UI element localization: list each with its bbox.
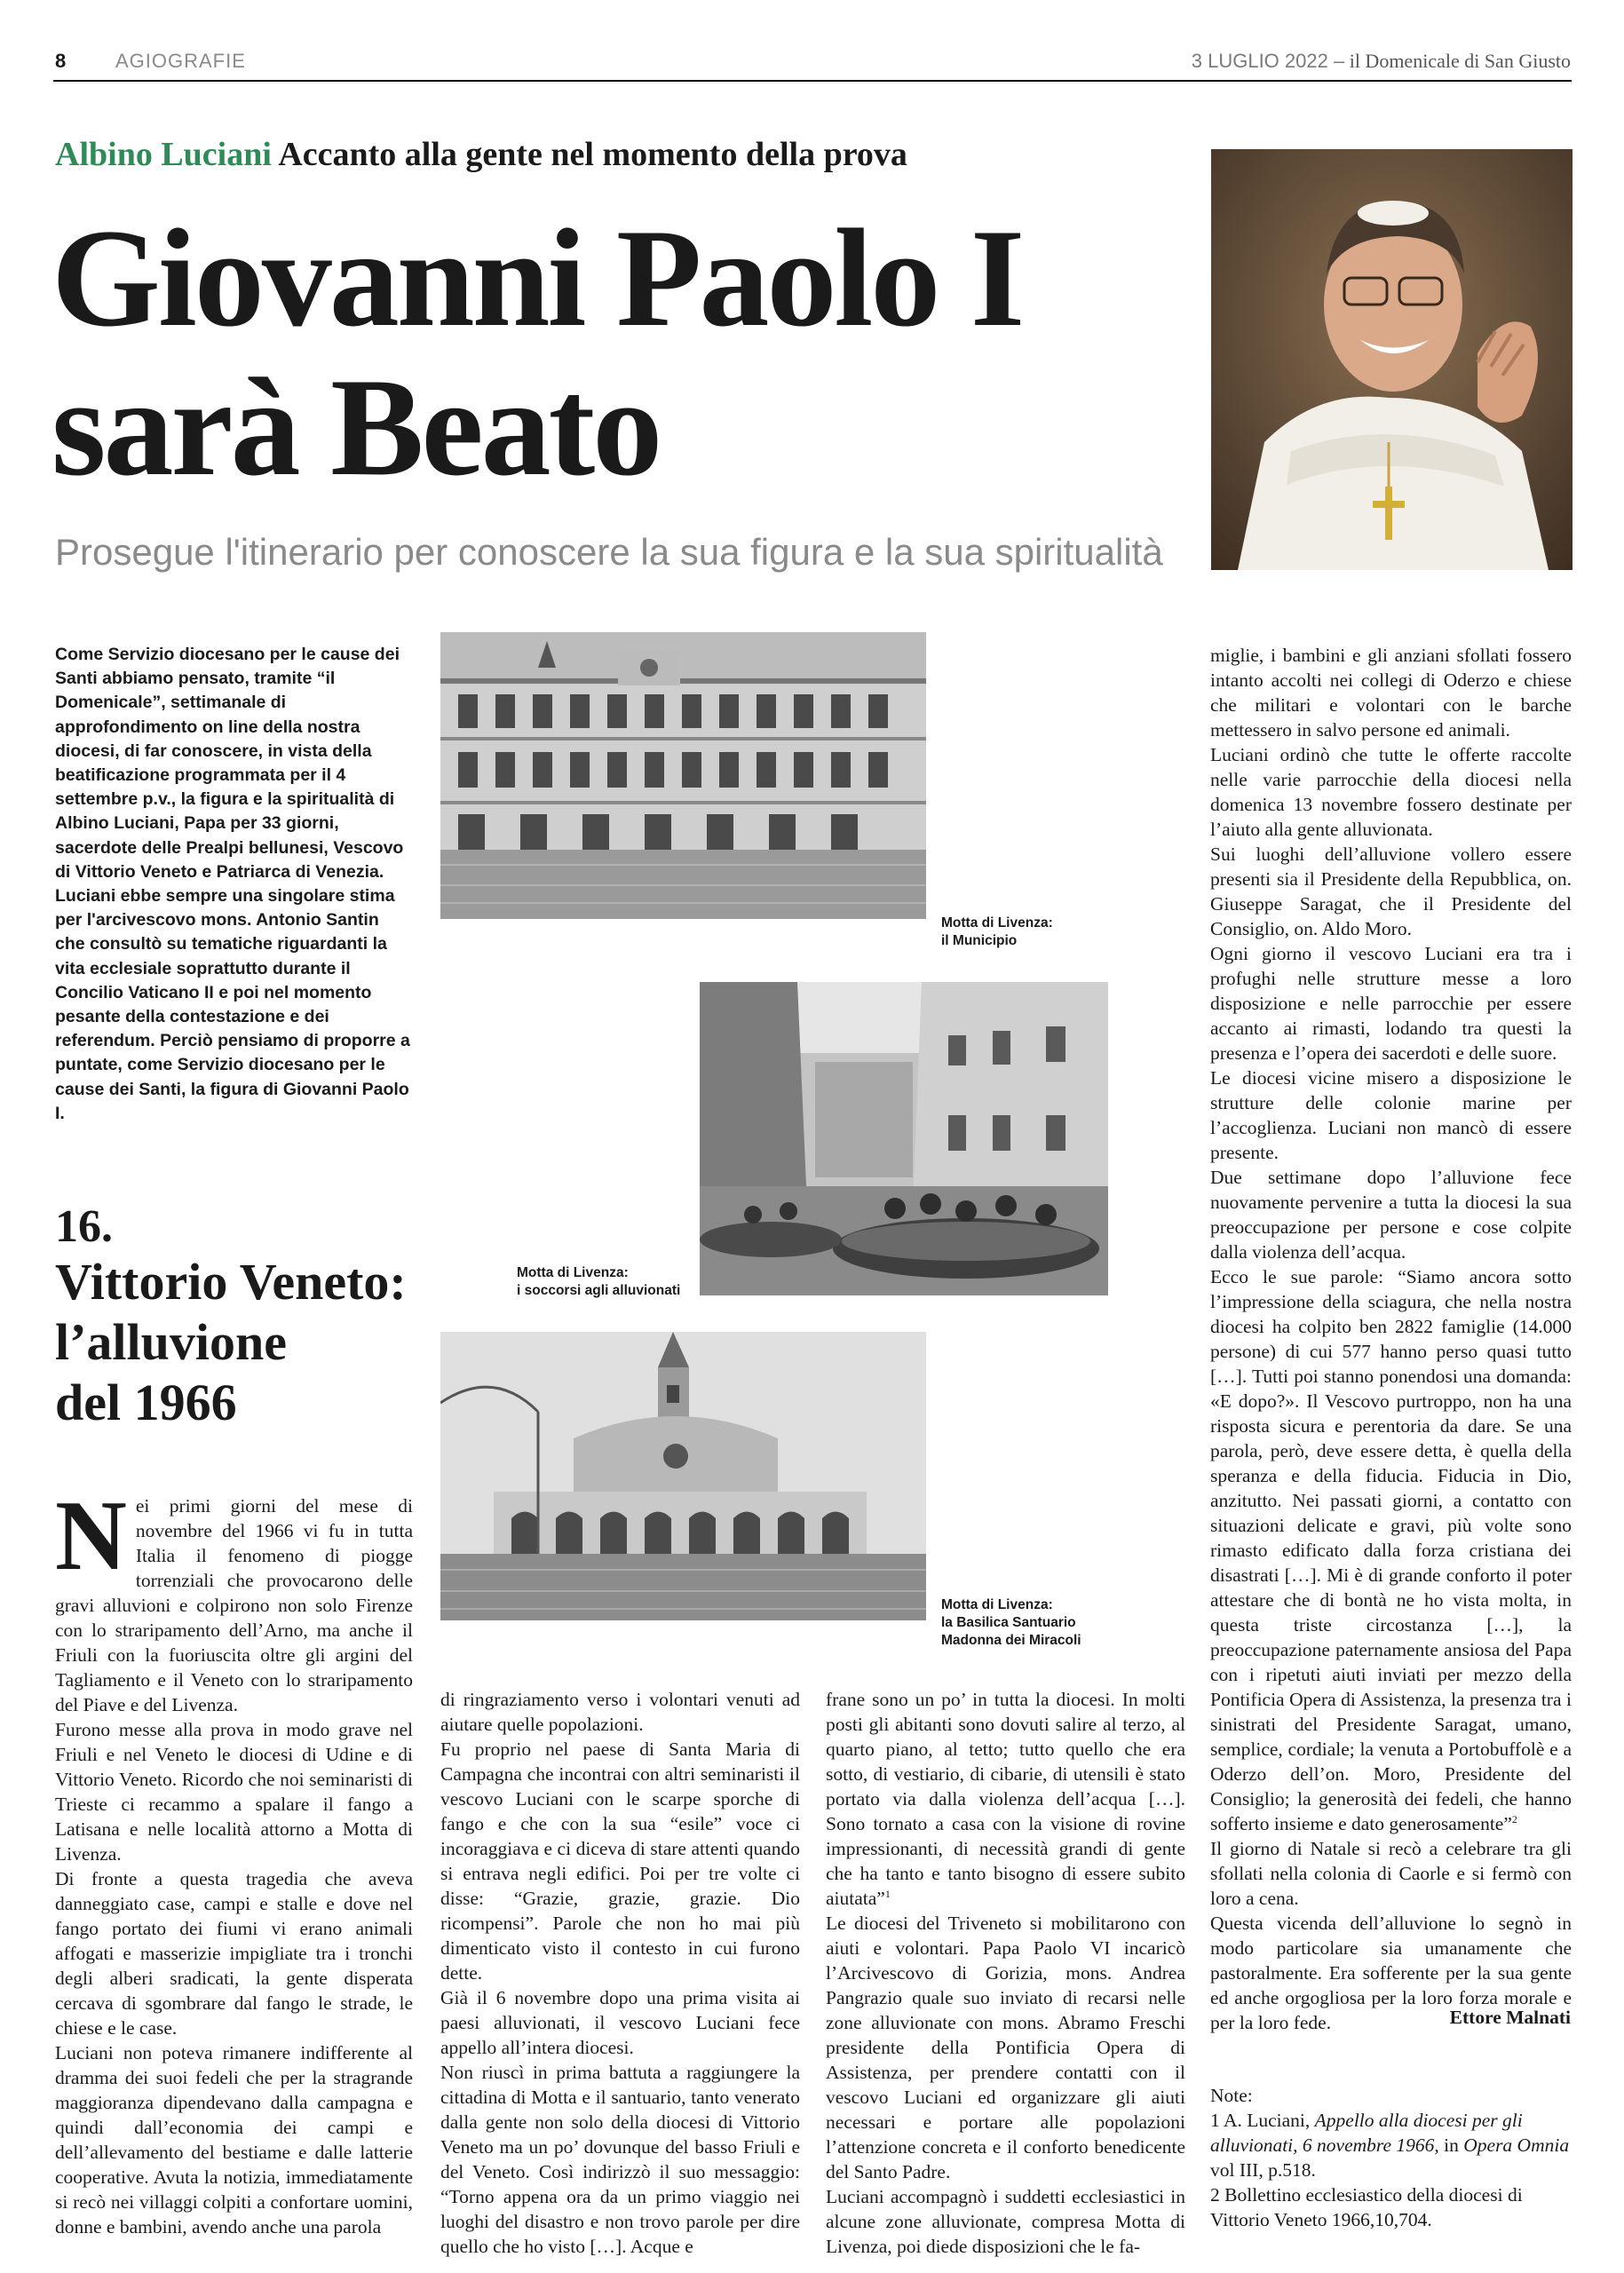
episode-title-line-3: del 1966	[55, 1374, 237, 1431]
paragraph: ei primi giorni del mese di novembre del 1966 vi fu in tutta Italia il fenomeno di piogge torrenziali che provocarono delle gravi alluvioni e colpirono non solo Firenze con lo straripamento dell’Arno, ma anche il Friuli con la fuoriuscita oltre gli argini del Tagliamento e il Veneto con lo straripamento del Piave e del Livenza.	[55, 1495, 413, 1715]
body-column-4	[1210, 643, 1572, 2035]
portrait-photo	[1211, 149, 1573, 570]
caption-municipio: Motta di Livenza: il Municipio	[941, 915, 1053, 948]
footnote-2: 2 Bollettino ecclesiastico della diocesi di Vittorio Veneto 1966,10,704.	[1210, 2184, 1523, 2230]
episode-title-line-1: Vittorio Veneto:	[55, 1253, 407, 1311]
issue-line	[1192, 50, 1571, 73]
section-label: AGIOGRAFIE	[115, 50, 246, 72]
paragraph: Sui luoghi dell’alluvione vollero essere presenti sia il Presidente della Repubblica, on. Giuseppe Saragat, che il Presidente del Consiglio, on. Aldo Moro.	[1210, 843, 1572, 939]
photo-municipio	[440, 632, 926, 919]
paragraph: Non riuscì in prima battuta a raggiungere la cittadina di Motta e il santuario, tanto venerato dalla gente non solo della diocesi di Vittorio Veneto ma un po’ dovunque del basso Friuli e del Veneto. Così indirizzò il suo messaggio: “Torno appena ora da un primo viaggio nei luoghi del disastro e non trovo parole per dire quello che ho visto […]. Acque e	[440, 2062, 800, 2257]
footnote-1: 1 A. Luciani, Appello alla diocesi per gli alluvionati, 6 novembre 1966, in Opera Omnia vol III, p.518.	[1210, 2110, 1570, 2181]
paragraph: Luciani ordinò che tutte le offerte raccolte nelle varie parrocchie della diocesi nella domenica 13 novembre fossero destinate per l’aiuto alla gente alluvionata.	[1210, 744, 1572, 840]
issue-date: 3 LUGLIO 2022 –	[1191, 50, 1345, 72]
headline-line-2: sarà Beato	[51, 350, 661, 505]
paragraph: Ogni giorno il vescovo Luciani era tra i profughi nelle strutture messe a loro disposizione e nelle parrocchie per essere accanto ai rimasti, lodando tra questi la presenza e l’opera dei sacerdoti e delle suore.	[1210, 943, 1572, 1064]
paragraph: Le diocesi vicine misero a disposizione le strutture delle colonie marine per l’accoglienza. Luciani non mancò di essere presente.	[1210, 1067, 1572, 1163]
paragraph: Il giorno di Natale si recò a celebrare tra gli sfollati nella colonia di Caorle e si fermò con loro a cena.	[1210, 1838, 1572, 1909]
paragraph: di ringraziamento verso i volontari venuti ad aiutare quelle popolazioni.	[440, 1689, 800, 1735]
headline	[51, 201, 1197, 505]
notes-label: Note:	[1210, 2085, 1253, 2106]
subheadline: Prosegue l'itinerario per conoscere la sua figura e la sua spiritualità	[55, 531, 1163, 573]
photo-basilica	[440, 1332, 926, 1620]
body-column-1	[55, 1481, 413, 2239]
intro-text: Come Servizio diocesano per le cause dei Santi abbiamo pensato, tramite “il Domenicale”, settimanale di approfondimento on line della nostra diocesi, di far conoscere, in vista della beatificazione programmata per il 4 settembre p.v., la figura e la spiritualità di Albino Luciani, Papa per 33 giorni, sacerdote delle Prealpi bellunesi, Vescovo di Vittorio Veneto e Patriarca di Venezia. Luciani ebbe sempre una singolare stima per l'arcivescovo mons. Antonio Santin che consultò su tematiche riguardanti la vita ecclesiale soprattutto durante il Concilio Vaticano II e poi nel momento pesante della contestazione e dei referendum. Perciò pensiamo di proporre a puntate, come Servizio diocesano per le cause dei Santi, la figura di Giovanni Paolo I.	[55, 645, 410, 1123]
paragraph: Le diocesi del Triveneto si mobilitarono con aiuti e volontari. Papa Paolo VI incaricò l’Arcivescovo di Gorizia, mons. Andrea Pangrazio quale suo inviato di recarsi nelle zone alluvionate con mons. Abramo Freschi presidente della Pontificia Opera di Assistenza, per prendere contatti con il vescovo Luciani ed organizzare gli aiuti necessari e portare alle popolazioni l’attenzione concreta e il conforto benedicente del Santo Padre.	[826, 1913, 1185, 2182]
episode-number: 16.	[55, 1201, 113, 1252]
body-column-2	[440, 1687, 800, 2259]
paragraph: frane sono un po’ in tutta la diocesi. In molti posti gli abitanti sono dovuti salire al terzo, al quarto piano, al tetto; tutto quello che era sotto, di vestiario, di cibarie, di utensili è stato portato via dalla violenza dell’acqua […]. Sono tornato a casa con la visione di rovine impressionanti, di necessità grandi di gente che ha tanto e tanto bisogno di essere subito aiutata”$^1$	[826, 1689, 1185, 1909]
paragraph: Luciani accompagnò i suddetti ecclesiastici in alcune zone alluvionate, compresa Motta di Livenza, poi diede disposizioni che le fa-	[826, 2186, 1185, 2257]
episode-title-line-2: l’alluvione	[55, 1313, 288, 1371]
paragraph: Luciani non poteva rimanere indifferente al dramma dei suoi fedeli che per la stragrande maggioranza dipendevano dalla campagna e quindi dall’economia dei campi e dell’allevamento del bestiame e dalle latterie cooperative. Avuta la notizia, immediatamente si recò nei villaggi colpiti a confortare uomini, donne e bambini, avendo anche una parola	[55, 2042, 413, 2237]
kicker-text: Accanto alla gente nel momento della prova	[278, 136, 907, 173]
headline-line-1: Giovanni Paolo I	[51, 201, 1023, 356]
kicker-name: Albino Luciani	[55, 136, 272, 173]
page-number: 8	[55, 50, 67, 72]
paragraph: Fu proprio nel paese di Santa Maria di Campagna che incontrai con altri seminaristi il vescovo Luciani con le scarpe sporche di fango e che con la sua “esile” voce ci incoraggiava e ci diceva di stare attenti quando si entrava negli edifici. Poi per tre volte ci disse: “Grazie, grazie, grazie. Dio ricompensi”. Parole che non ho mai più dimenticato visto il contesto in cui furono dette.	[440, 1738, 800, 1984]
footnotes	[1210, 2083, 1572, 2232]
paragraph: Furono messe alla prova in modo grave nel Friuli e nel Veneto le diocesi di Udine e di Vittorio Veneto. Ricordo che noi seminaristi di Trieste ci recammo a spalare il fango a Latisana e nelle località attorno a Motta di Livenza.	[55, 1719, 413, 1865]
footnote-ref-1: 1	[884, 1887, 891, 1900]
caption-basilica: Motta di Livenza: la Basilica Santuario Madonna dei Miracoli	[941, 1597, 1081, 1648]
paragraph: Due settimane dopo l’alluvione fece nuovamente pervenire a tutta la diocesi la sua preoccupazione per persone e cose colpite dalla violenza dell’acqua.	[1210, 1167, 1572, 1263]
body-column-3	[826, 1687, 1185, 2259]
photo-soccorsi	[700, 982, 1108, 1295]
drop-cap: N	[55, 1481, 127, 1591]
paragraph: miglie, i bambini e gli anziani sfollati fossero intanto accolti nei collegi di Oderzo e chiese che militari e volontari con le barche mettessero in salvo persone ed animali.	[1210, 645, 1572, 741]
header-rule	[53, 80, 1572, 82]
paper-name: il Domenicale di San Giusto	[1349, 50, 1571, 72]
paragraph: Già il 6 novembre dopo una prima visita ai paesi alluvionati, il vescovo Luciani fece appello all’intera diocesi.	[440, 1987, 800, 2058]
caption-soccorsi: Motta di Livenza: i soccorsi agli alluvionati	[517, 1265, 681, 1298]
kicker	[55, 135, 907, 174]
author-signature: Ettore Malnati	[1449, 2007, 1571, 2028]
episode-title	[55, 1252, 428, 1433]
paragraph: Di fronte a questa tragedia che aveva danneggiato case, campi e stalle e dove nel fango portato dei fiumi vi erano animali affogati e masserizie impigliate tra i tronchi degli alberi sradicati, la gente disperata cercava di sgombrare dal fango le strade, le chiese e le case.	[55, 1868, 413, 2039]
paragraph: Questa vicenda dell’alluvione lo segnò in modo particolare sia umanamente che pastoralmente. Era sofferente per la sua gente ed anche orgogliosa per la loro forza morale e per la loro fede.	[1210, 1913, 1572, 2033]
paragraph: Ecco le sue parole: “Siamo ancora sotto l’impressione della sciagura, che nella nostra diocesi ha colpito ben 2822 famiglie (14.000 persone) di cui 577 hanno perso quasi tutto […]. Tutti poi stanno ponendosi una domanda: «E dopo?». Il Vescovo purtroppo, non ha una risposta sicura e perentoria da dare. Se una parola, però, deve essere detta, è quella della speranza e della fiducia. Fiducia in Dio, anzitutto. Nei passati giorni, a contatto con situazioni delicate e gravi, più volte sono rimasto edificato dalla forza cristiana dei disastrati […]. Mi è di grande conforto il poter attestare che di bontà ne ho vista molta, in questa triste circostanza […], la preoccupazione paternamente ansiosa del Papa con i ripetuti aiuti inviati per mezzo della Pontificia Opera di Assistenza, la presenza tra i sinistrati del Presidente Saragat, umano, semplice, cordiale; la venuta a Portobuffolè e a Oderzo dell’on. Moro, Presidente del Consiglio; la generosità dei fedeli, che hanno sofferto insieme e dato generosamente”$^2$	[1210, 1266, 1572, 1834]
footnote-ref-2: 2	[1511, 1812, 1517, 1826]
